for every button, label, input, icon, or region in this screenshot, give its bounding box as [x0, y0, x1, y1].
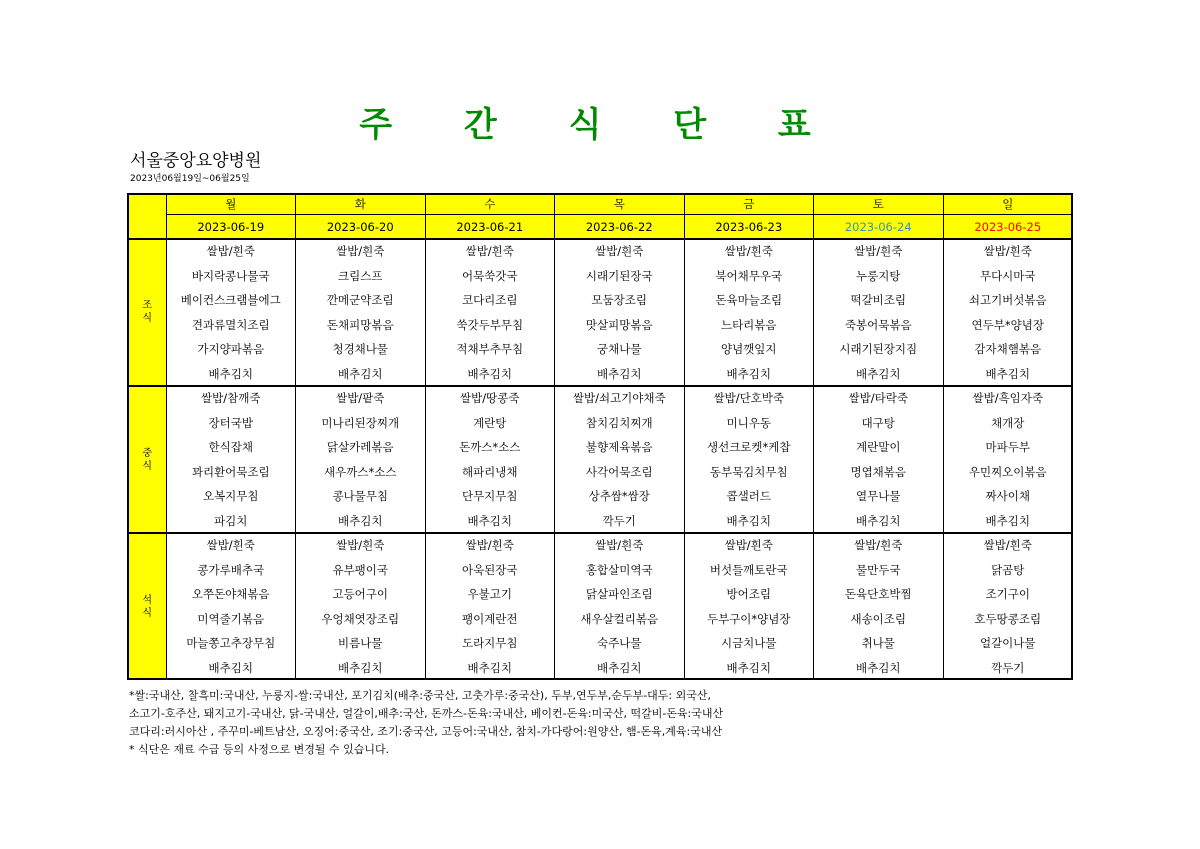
menu-item: 배추김치	[425, 509, 555, 534]
menu-item: 아욱된장국	[425, 558, 555, 583]
menu-item: 시금치나물	[684, 631, 814, 656]
menu-item: 쑥갓두부무침	[425, 313, 555, 338]
menu-item: 가지양파볶음	[166, 337, 296, 362]
menu-item: 바지락콩나물국	[166, 264, 296, 289]
menu-item: 파김치	[166, 509, 296, 534]
note-line: * 식단은 재료 수급 등의 사정으로 변경될 수 있습니다.	[129, 743, 390, 756]
menu-row	[128, 337, 1073, 362]
menu-item: 쌀밥/흰죽	[684, 239, 814, 264]
weekly-menu-table	[127, 193, 1073, 680]
menu-item: 오복지무침	[166, 484, 296, 509]
menu-item: 도라지무침	[425, 631, 555, 656]
menu-row	[128, 239, 1073, 264]
date-header: 2023-06-24	[814, 215, 944, 239]
menu-item: 양념깻잎지	[684, 337, 814, 362]
page-title: 주 간 식 단 표	[359, 105, 841, 145]
weekday-header-row	[128, 194, 1073, 215]
menu-row	[128, 509, 1073, 534]
menu-item: 콩나물무침	[296, 484, 426, 509]
menu-item: 쌀밥/흰죽	[943, 533, 1073, 558]
menu-item: 배추김치	[296, 362, 426, 387]
menu-item: 짜사이채	[943, 484, 1073, 509]
menu-item: 적채부추무침	[425, 337, 555, 362]
menu-item: 돈까스*소스	[425, 435, 555, 460]
weekday-header: 목	[555, 194, 685, 215]
menu-item: 쌀밥/흰죽	[943, 239, 1073, 264]
menu-item: 사각어묵조림	[555, 460, 685, 485]
menu-item: 배추김치	[943, 509, 1073, 534]
menu-item: 쌀밥/단호박죽	[684, 386, 814, 411]
menu-period: 2023년06월19일~06월25일	[130, 174, 250, 184]
menu-item: 꽈리환어묵조림	[166, 460, 296, 485]
menu-item: 궁채나물	[555, 337, 685, 362]
menu-item: 우엉채엿장조림	[296, 607, 426, 632]
menu-item: 돈육단호박찜	[814, 582, 944, 607]
menu-item: 맛살피망볶음	[555, 313, 685, 338]
menu-item: 배추김치	[166, 656, 296, 681]
menu-item: 베이컨스크램블에그	[166, 288, 296, 313]
menu-row	[128, 558, 1073, 583]
menu-item: 쌀밥/팥죽	[296, 386, 426, 411]
menu-item: 홍합살미역국	[555, 558, 685, 583]
menu-item: 채개장	[943, 411, 1073, 436]
menu-item: 마늘쫑고추장무침	[166, 631, 296, 656]
menu-item: 죽봉어묵볶음	[814, 313, 944, 338]
menu-item: 우불고기	[425, 582, 555, 607]
menu-item: 취나물	[814, 631, 944, 656]
menu-item: 쌀밥/흰죽	[296, 533, 426, 558]
menu-item: 한식잡채	[166, 435, 296, 460]
menu-item: 조기구이	[943, 582, 1073, 607]
menu-row	[128, 582, 1073, 607]
menu-row	[128, 631, 1073, 656]
date-header: 2023-06-20	[296, 215, 426, 239]
menu-item: 시래기된장국	[555, 264, 685, 289]
meal-label: 석 식	[128, 533, 166, 680]
menu-row	[128, 362, 1073, 387]
date-header: 2023-06-19	[166, 215, 296, 239]
menu-item: 상추쌈*쌈장	[555, 484, 685, 509]
menu-item: 쌀밥/흰죽	[296, 239, 426, 264]
menu-item: 돈채피망볶음	[296, 313, 426, 338]
meal-label: 조 식	[128, 239, 166, 387]
menu-item: 배추김치	[943, 362, 1073, 387]
origin-notes	[129, 687, 1079, 759]
menu-item: 쌀밥/흰죽	[425, 239, 555, 264]
menu-item: 배추김치	[296, 656, 426, 681]
menu-item: 배추김치	[296, 509, 426, 534]
menu-row	[128, 288, 1073, 313]
menu-item: 열무나물	[814, 484, 944, 509]
menu-item: 쌀밥/흰죽	[425, 533, 555, 558]
meal-label: 중 식	[128, 386, 166, 533]
menu-row	[128, 656, 1073, 681]
menu-item: 동부묵김치무침	[684, 460, 814, 485]
menu-row	[128, 313, 1073, 338]
menu-item: 견과류멸치조림	[166, 313, 296, 338]
note-line: *쌀:국내산, 찰흑미:국내산, 누룽지-쌀:국내산, 포기김치(배추:중국산, 고춧가루:중국산), 두부,연두부,순두부-대두: 외국산,	[129, 689, 712, 702]
menu-item: 새우살컬리볶음	[555, 607, 685, 632]
date-header: 2023-06-25	[943, 215, 1073, 239]
menu-item: 불향제육볶음	[555, 435, 685, 460]
menu-item: 미역줄기볶음	[166, 607, 296, 632]
menu-item: 쌀밥/흰죽	[814, 239, 944, 264]
menu-item: 명엽채볶음	[814, 460, 944, 485]
menu-item: 코다리조림	[425, 288, 555, 313]
menu-item: 배추김치	[166, 362, 296, 387]
menu-item: 닭곰탕	[943, 558, 1073, 583]
note-line: 소고기-호주산, 돼지고기-국내산, 닭-국내산, 얼갈이,배추:국산, 돈까스-돈육:국내산, 베이컨-돈육:미국산, 떡갈비-돈육:국내산	[129, 707, 724, 720]
menu-item: 미니우동	[684, 411, 814, 436]
menu-item: 고등어구이	[296, 582, 426, 607]
menu-item: 우민찌오이볶음	[943, 460, 1073, 485]
menu-item: 쌀밥/흰죽	[555, 533, 685, 558]
menu-row	[128, 411, 1073, 436]
weekday-header: 수	[425, 194, 555, 215]
menu-row	[128, 460, 1073, 485]
menu-item: 쌀밥/흑임자죽	[943, 386, 1073, 411]
menu-row	[128, 533, 1073, 558]
menu-item: 북어채무우국	[684, 264, 814, 289]
menu-item: 배추김치	[684, 509, 814, 534]
menu-item: 감자채햄볶음	[943, 337, 1073, 362]
menu-item: 장터국밥	[166, 411, 296, 436]
date-header: 2023-06-21	[425, 215, 555, 239]
menu-item: 배추김치	[814, 362, 944, 387]
date-header: 2023-06-22	[555, 215, 685, 239]
menu-item: 배추김치	[684, 656, 814, 681]
menu-item: 비름나물	[296, 631, 426, 656]
menu-row	[128, 264, 1073, 289]
menu-row	[128, 607, 1073, 632]
menu-item: 배추김치	[425, 656, 555, 681]
menu-item: 새송이조림	[814, 607, 944, 632]
menu-item: 닭살파인조림	[555, 582, 685, 607]
menu-item: 배추김치	[684, 362, 814, 387]
weekday-header: 일	[943, 194, 1073, 215]
menu-item: 닭살카레볶음	[296, 435, 426, 460]
menu-item: 유부팽이국	[296, 558, 426, 583]
menu-item: 단무지무침	[425, 484, 555, 509]
menu-item: 해파리냉채	[425, 460, 555, 485]
table-corner	[128, 194, 166, 239]
menu-item: 배추김치	[814, 656, 944, 681]
menu-item: 호두땅콩조림	[943, 607, 1073, 632]
menu-item: 참치김치찌개	[555, 411, 685, 436]
menu-item: 쌀밥/땅콩죽	[425, 386, 555, 411]
menu-item: 두부구이*양념장	[684, 607, 814, 632]
menu-item: 누룽지탕	[814, 264, 944, 289]
menu-item: 모둠장조림	[555, 288, 685, 313]
menu-item: 어묵쑥갓국	[425, 264, 555, 289]
menu-item: 크림스프	[296, 264, 426, 289]
menu-item: 계란탕	[425, 411, 555, 436]
menu-item: 오쭈돈야채볶음	[166, 582, 296, 607]
menu-item: 깐메군약조림	[296, 288, 426, 313]
menu-row	[128, 386, 1073, 411]
menu-item: 연두부*양념장	[943, 313, 1073, 338]
menu-item: 계란말이	[814, 435, 944, 460]
menu-item: 시래기된장지짐	[814, 337, 944, 362]
menu-item: 배추김치	[555, 362, 685, 387]
menu-item: 배추김치	[425, 362, 555, 387]
weekday-header: 화	[296, 194, 426, 215]
menu-item: 쌀밥/쇠고기야채죽	[555, 386, 685, 411]
menu-row	[128, 484, 1073, 509]
menu-item: 느타리볶음	[684, 313, 814, 338]
menu-row	[128, 435, 1073, 460]
menu-item: 버섯들깨토란국	[684, 558, 814, 583]
menu-item: 콥샐러드	[684, 484, 814, 509]
menu-item: 돈육마늘조림	[684, 288, 814, 313]
menu-item: 떡갈비조림	[814, 288, 944, 313]
menu-item: 깍두기	[943, 656, 1073, 681]
menu-item: 쌀밥/흰죽	[166, 533, 296, 558]
menu-item: 마파두부	[943, 435, 1073, 460]
menu-item: 팽이계란전	[425, 607, 555, 632]
menu-item: 방어조림	[684, 582, 814, 607]
hospital-name: 서울중앙요양병원	[130, 151, 262, 171]
menu-item: 새우까스*소스	[296, 460, 426, 485]
menu-item: 쌀밥/참깨죽	[166, 386, 296, 411]
menu-item: 무다시마국	[943, 264, 1073, 289]
menu-item: 청경채나물	[296, 337, 426, 362]
menu-item: 숙주나물	[555, 631, 685, 656]
menu-item: 쇠고기버섯볶음	[943, 288, 1073, 313]
menu-item: 배추김치	[814, 509, 944, 534]
weekday-header: 금	[684, 194, 814, 215]
menu-item: 쌀밥/흰죽	[814, 533, 944, 558]
menu-item: 미나리된장찌개	[296, 411, 426, 436]
menu-item: 얼갈이나물	[943, 631, 1073, 656]
menu-item: 깍두기	[555, 509, 685, 534]
note-line: 코다리:러시아산 , 주꾸미-베트남산, 오징어:중국산, 조기:중국산, 고등어:국내산, 참치-가다랑어:원양산, 햄-돈육,계육:국내산	[129, 725, 723, 738]
menu-item: 대구탕	[814, 411, 944, 436]
weekday-header: 월	[166, 194, 296, 215]
menu-item: 콩가루배추국	[166, 558, 296, 583]
menu-item: 쌀밥/흰죽	[555, 239, 685, 264]
date-header-row	[128, 215, 1073, 239]
weekday-header: 토	[814, 194, 944, 215]
menu-item: 쌀밥/흰죽	[166, 239, 296, 264]
menu-item: 물만두국	[814, 558, 944, 583]
date-header: 2023-06-23	[684, 215, 814, 239]
menu-item: 생선크로켓*케찹	[684, 435, 814, 460]
menu-item: 쌀밥/타락죽	[814, 386, 944, 411]
menu-item: 쌀밥/흰죽	[684, 533, 814, 558]
menu-item: 배추김치	[555, 656, 685, 681]
